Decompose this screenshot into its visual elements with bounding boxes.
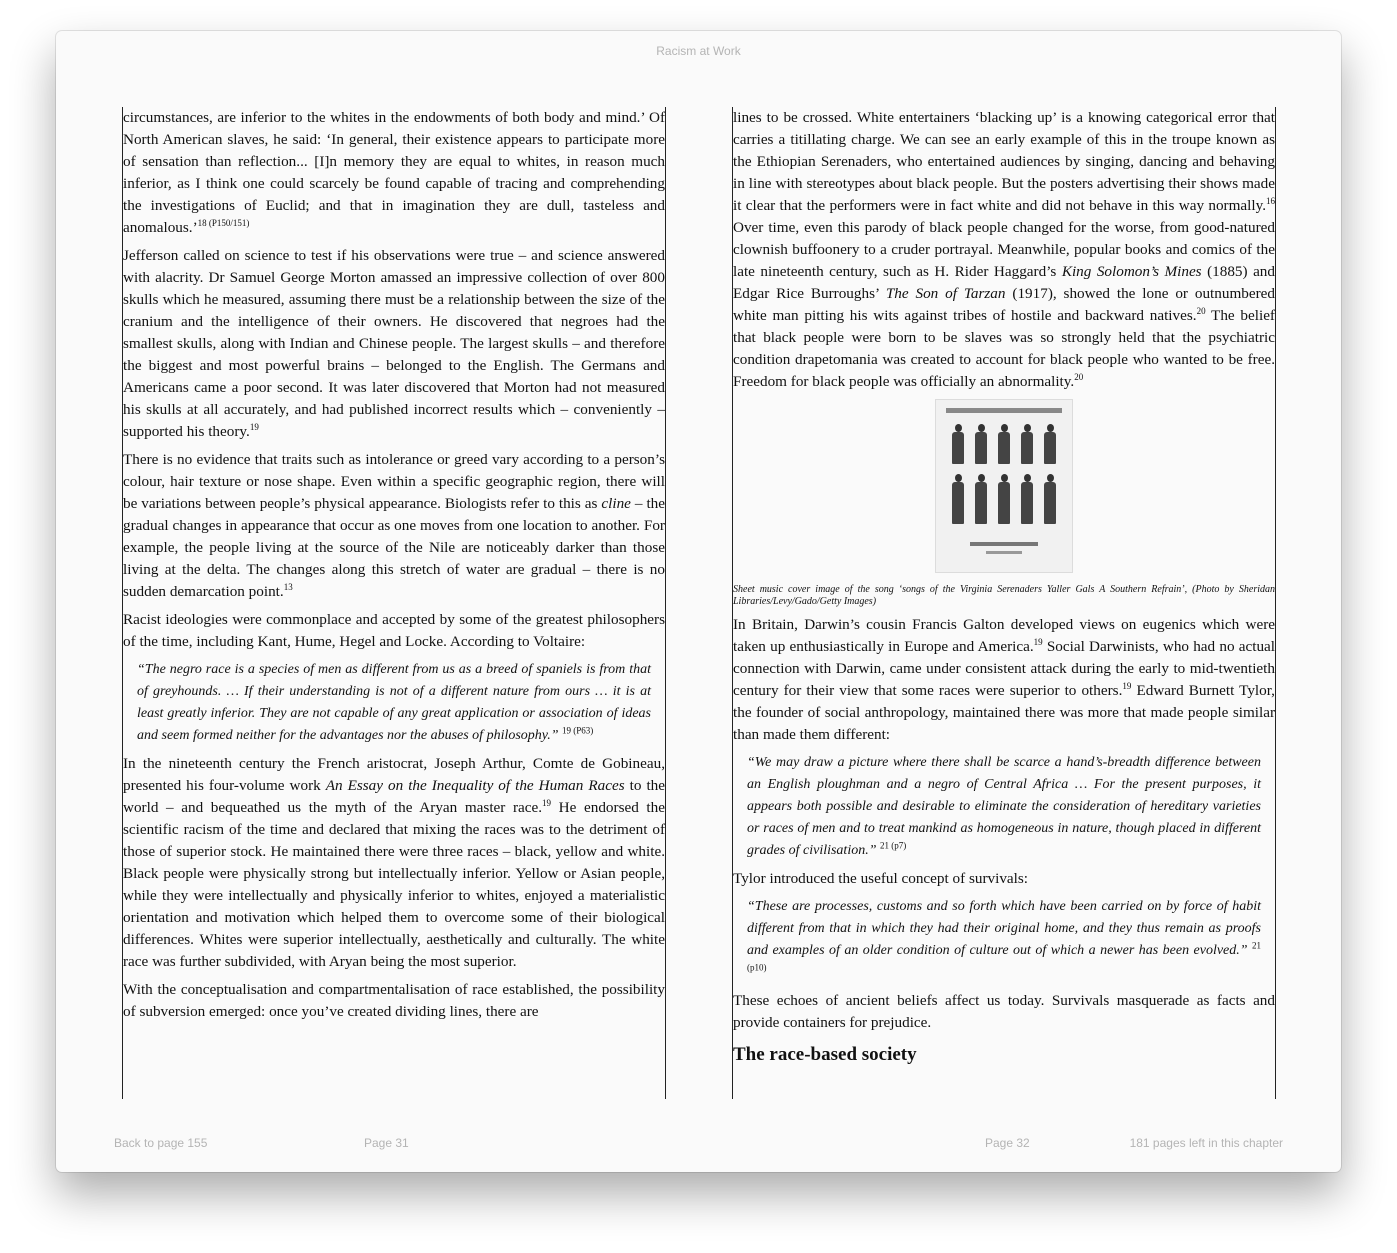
book-title: An Essay on the Inequality of the Human Races — [325, 777, 625, 794]
image-header — [946, 408, 1062, 413]
text: Social Darwinists, who had no actual connection with Darwin, came under consistent attack during the early to mid-twentieth century for their view that some races were superior to others. — [733, 638, 1275, 699]
book-title: The Son of Tarzan — [885, 285, 1006, 302]
text: Jefferson called on science to test if his observations were true – and science answered with alacrity. Dr Samuel George Morton amassed an impressive collection of over 800 skulls which he measured, assuming there must be a relationship between the size of the cranium and the intelligence of their owners. He discovered that negroes had the smallest skulls, along with Indian and Chinese people. The largest skulls – and therefore the biggest and most powerful brains – belonged to the English. The Germans and Americans came a poor second. It was later discovered that Morton had not measured his skulls at all accurately, and had published incorrect results which – conveniently – supported his theory. — [123, 247, 665, 440]
block-quote — [733, 896, 1275, 984]
person-figure — [1043, 424, 1057, 464]
back-to-page-link[interactable]: Back to page 155 — [114, 1136, 208, 1150]
person-figure — [974, 424, 988, 464]
pages-left-indicator: 181 pages left in this chapter — [1129, 1136, 1283, 1150]
footnote-ref[interactable]: 21 (p7) — [880, 840, 907, 851]
left-page-number: Page 31 — [364, 1136, 409, 1150]
paragraph — [123, 753, 665, 973]
image-figures-top — [946, 424, 1062, 464]
paragraph — [733, 614, 1275, 746]
left-page — [122, 107, 666, 1099]
person-figure — [1020, 424, 1034, 464]
block-quote — [733, 752, 1275, 862]
emphasis: cline — [601, 495, 631, 512]
footnote-ref[interactable]: 20 — [1196, 305, 1206, 316]
person-figure — [974, 474, 988, 524]
person-figure — [1020, 474, 1034, 524]
paragraph: Racist ideologies were commonplace and accepted by some of the greatest philosophers of the time, including Kant, Hume, Hegel and Locke. According to Voltaire: — [123, 611, 665, 650]
text: He endorsed the scientific racism of the time and declared that mixing the races was to the detriment of those of superior stock. He maintained there were three races – black, yellow and white. Black people were physically strong but intellectually inferior. Yellow or Asian people, while they were intellectually and physically inferior to whites, enjoyed a materialistic orientation and motivation which helped them to overcome some of their biological differences. Whites were superior intellectually, aesthetically and culturally. The white race was further subdivided, with Aryan being the most superior. — [123, 799, 665, 970]
image-footer-line — [986, 551, 1022, 554]
footnote-ref[interactable]: 16 — [1266, 195, 1275, 206]
figure — [733, 399, 1275, 580]
footnote-ref[interactable]: 19 (P63) — [562, 725, 594, 736]
footnote-ref[interactable]: 21 (p10) — [747, 940, 1262, 973]
text: “We may draw a picture where there shall be scarce a hand’s-breadth difference between an English ploughman and a negro of Central Africa … For the present purposes, it appears both possible and desirable to eliminate the consideration of hereditary varieties or races of men and to treat mankind as homogeneous in nature, though placed in different grades of civilisation.” — [747, 755, 1261, 858]
footnote-ref[interactable]: 19 — [1122, 680, 1132, 691]
footnote-ref[interactable]: 13 — [283, 581, 293, 592]
paragraph — [123, 449, 665, 603]
text: There is no evidence that traits such as intolerance or greed vary according to a person’s colour, hair texture or nose shape. Even within a specific geographic region, there will be variations between people’s physical appearance. Biologists refer to this as — [123, 451, 665, 512]
right-page-number: Page 32 — [985, 1136, 1030, 1150]
text: The belief that black people were born to be slaves was so strongly held that the psychiatric condition drapetomania was created to account for black people who wanted to be free. Freedom for black people was officially an abnormality. — [733, 307, 1275, 390]
figure-caption: Sheet music cover image of the song ‘songs of the Virginia Serenaders Yaller Gals A Southern Refrain’, (Photo by Sheridan Libraries/Levy/Gado/Getty Images) — [733, 584, 1275, 607]
paragraph — [123, 107, 665, 239]
image-figures-bottom — [946, 474, 1062, 524]
right-page — [732, 107, 1276, 1099]
paragraph: With the conceptualisation and compartmentalisation of race established, the possibility of subversion emerged: once you’ve created dividing lines, there are — [123, 981, 665, 1020]
block-quote — [123, 659, 665, 747]
text: to the world – and bequeathed us the myth of the Aryan master race. — [123, 777, 665, 816]
footnote-ref[interactable]: 18 (P150/151) — [197, 217, 250, 228]
person-figure — [997, 474, 1011, 524]
image-footer-line — [970, 542, 1038, 546]
text: Over time, even this parody of black people changed for the worse, from good-natured clownish buffoonery to a cruder portrayal. Meanwhile, popular books and comics of the late nineteenth century, such as H. Rider Haggard’s — [733, 219, 1275, 280]
footnote-ref[interactable]: 19 — [1033, 636, 1043, 647]
paragraph — [733, 107, 1275, 393]
person-figure — [951, 474, 965, 524]
section-heading: The race-based society — [733, 1044, 917, 1065]
paragraph: Tylor introduced the useful concept of survivals: — [733, 870, 1029, 887]
text: In the nineteenth century the French aristocrat, Joseph Arthur, Comte de Gobineau, presented his four-volume work — [123, 755, 665, 794]
reader-window — [56, 31, 1341, 1172]
text: – the gradual changes in appearance that occur as one moves from one location to another. For example, the people living at the source of the Nile are noticeably darker than those living at the delta. The changes along this stretch of water are gradual – there is no sudden demarcation point. — [123, 495, 665, 600]
text: “The negro race is a species of men as different from us as a breed of spaniels is from that of greyhounds. … If their understanding is not of a different nature from ours … it is at least greatly inferior. They are not capable of any great application or association of ideas and seem formed neither for the advantages nor the abuses of philosophy.” — [137, 662, 651, 743]
text: lines to be crossed. White entertainers ‘blacking up’ is a knowing categorical error that carries a titillating charge. We can see an early example of this in the troupe known as the Ethiopian Serenaders, who entertained audiences by singing, dancing and behaving in line with stereotypes about black people. But the posters advertising their shows made it clear that the performers were in fact white and did not behave in this way normally. — [733, 109, 1275, 214]
paragraph — [123, 245, 665, 443]
window-title: Racism at Work — [656, 44, 741, 58]
paragraph: These echoes of ancient beliefs affect us today. Survivals masquerade as facts and provide containers for prejudice. — [733, 992, 1275, 1031]
footnote-ref[interactable]: 19 — [542, 797, 552, 808]
sheet-music-image[interactable] — [935, 399, 1073, 573]
person-figure — [997, 424, 1011, 464]
book-title: King Solomon’s Mines — [1061, 263, 1202, 280]
text: (1917), showed the lone or outnumbered white man pitting his wits against tribes of hostile and backward natives. — [733, 285, 1275, 324]
person-figure — [951, 424, 965, 464]
text: “These are processes, customs and so forth which have been carried on by force of habit different from that in which they had their original home, and they thus remain as proofs and examples of an older condition of culture out of which a newer has been evolved.” — [747, 899, 1261, 958]
person-figure — [1043, 474, 1057, 524]
text: circumstances, are inferior to the whites in the endowments of both body and mind.’ Of North American slaves, he said: ‘In general, their existence appears to participate more of sensation than reflection... [I]n memory they are equal to whites, in reason much inferior, as I think one could scarcely be found capable of tracing and comprehending the investigations of Euclid; and that in imagination they are dull, tasteless and anomalous.’ — [123, 109, 665, 236]
footnote-ref[interactable]: 20 — [1074, 371, 1084, 382]
text: (1885) and Edgar Rice Burroughs’ — [733, 263, 1275, 302]
text: In Britain, Darwin’s cousin Francis Galton developed views on eugenics which were taken up enthusiastically in Europe and America. — [733, 616, 1275, 655]
text: Edward Burnett Tylor, the founder of social anthropology, maintained there was more that made people similar than made them different: — [733, 682, 1275, 743]
footnote-ref[interactable]: 19 — [249, 421, 259, 432]
